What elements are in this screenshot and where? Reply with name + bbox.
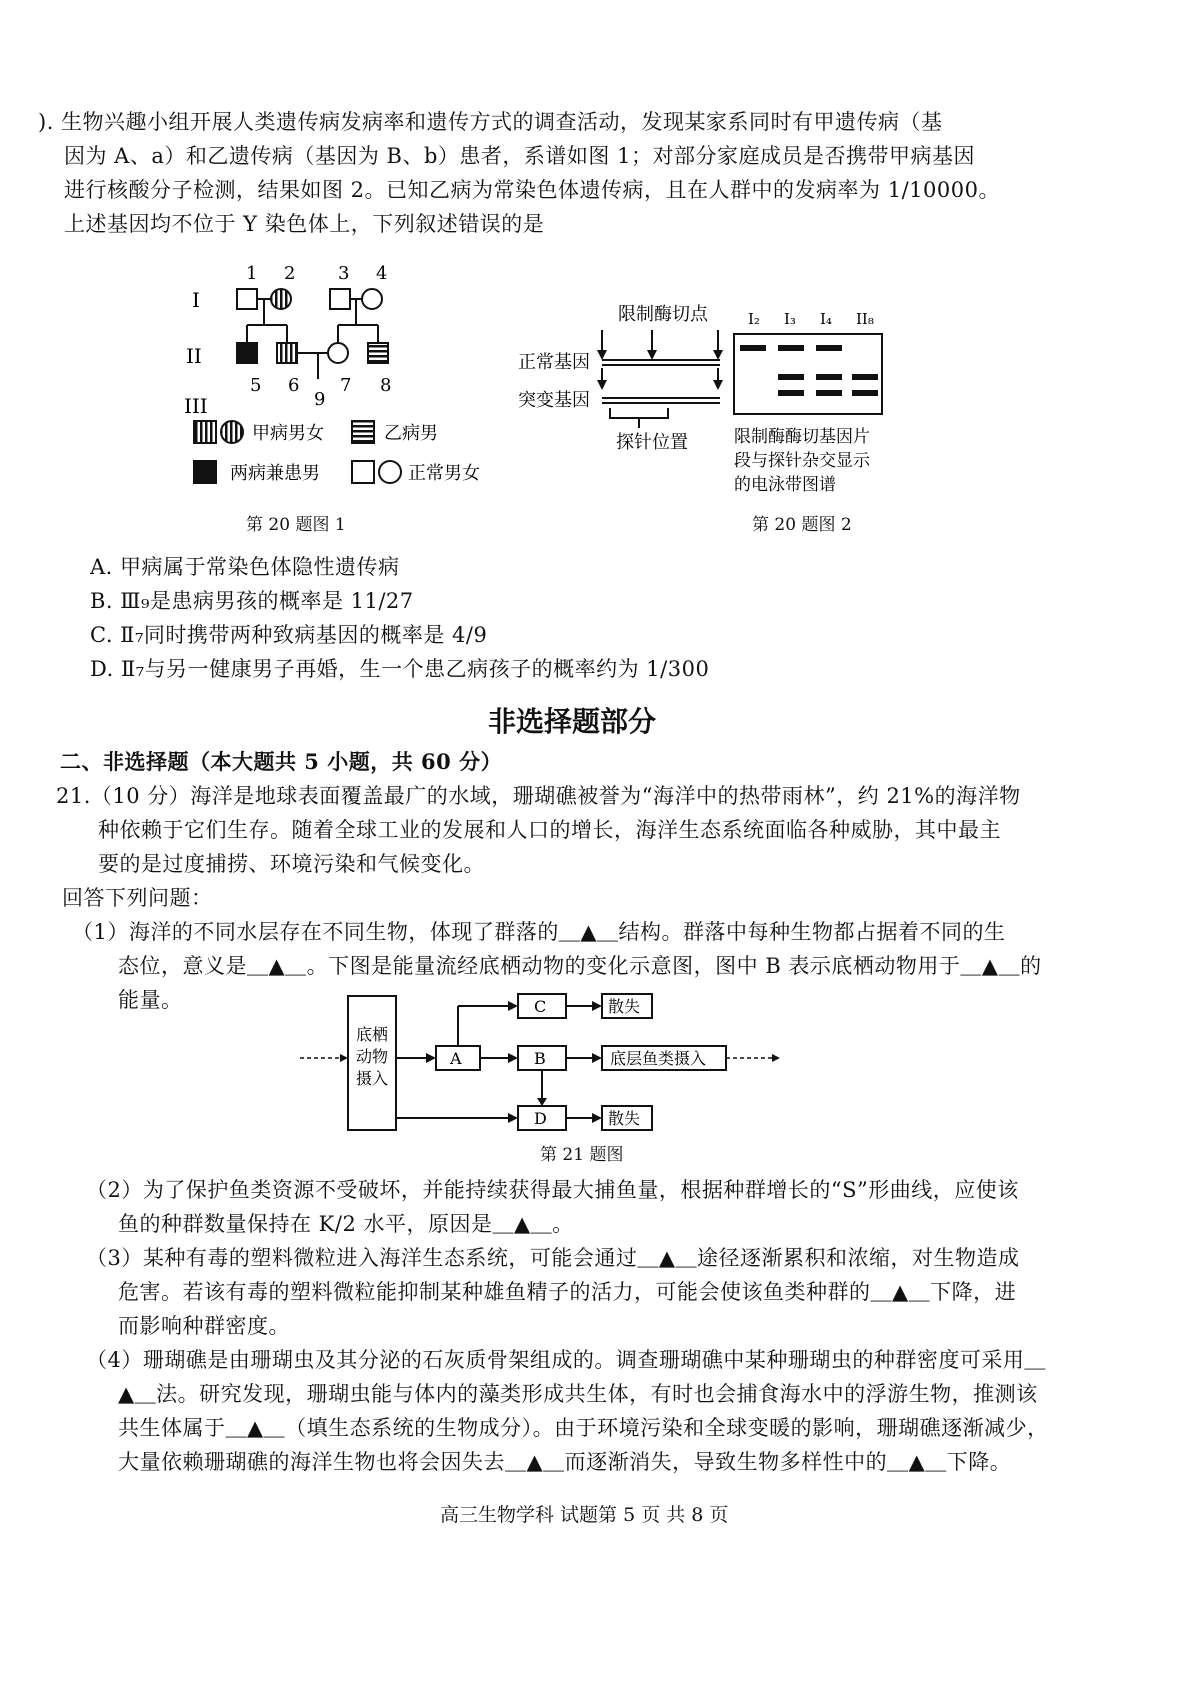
fig21-caption: 第 21 题图 <box>540 1145 624 1165</box>
energy-flow-diagram <box>300 988 800 1138</box>
label-A: A <box>450 1049 462 1068</box>
legend-normal-label: 正常男女 <box>408 463 480 484</box>
label-loss-2: 散失 <box>608 1109 641 1128</box>
intake-label-1: 底栖 <box>356 1025 389 1044</box>
q21-sub2-line-2: 鱼的种群数量保持在 K/2 水平，原因是＿▲＿。 <box>118 1212 574 1236</box>
lane-label-II8: II₈ <box>856 310 874 328</box>
q20-stem-line-1: ). 生物兴趣小组开展人类遗传病发病率和遗传方式的调查活动，发现某家系同时有甲遗传病（基 <box>38 110 943 134</box>
q21-sub1-line-2: 态位，意义是＿▲＿。下图是能量流经底栖动物的变化示意图，图中 B 表示底栖动物用于＿▲＿的 <box>118 954 1042 978</box>
gen-label-I: I <box>192 288 200 312</box>
q20-option-d: D. Ⅱ₇与另一健康男子再婚，生一个患乙病孩子的概率约为 1/300 <box>90 657 710 681</box>
q21-sub4-line-1: （4）珊瑚礁是由珊瑚虫及其分泌的石灰质骨架组成的。调查珊瑚礁中某种珊瑚虫的种群密度可采用＿ <box>86 1348 1046 1372</box>
label-D: D <box>534 1109 547 1128</box>
q20-stem-line-2: 因为 A、a）和乙遗传病（基因为 B、b）患者，系谱如图 1；对部分家庭成员是否携带甲病基因 <box>64 144 975 168</box>
q20-stem-line-3: 进行核酸分子检测，结果如图 2。已知乙病为常染色体遗传病，且在人群中的发病率为 1/10000。 <box>64 178 1000 202</box>
ind-7-normal-female <box>328 343 348 363</box>
part2-heading: 二、非选择题（本大题共 5 小题，共 60 分） <box>60 749 503 774</box>
q20-option-b: B. Ⅲ₉是患病男孩的概率是 11/27 <box>90 589 414 613</box>
fig1-caption: 第 20 题图 1 <box>246 515 346 535</box>
ind-num-8: 8 <box>380 375 392 396</box>
gen-label-III: III <box>184 394 208 418</box>
legend-both-symbol <box>194 461 216 483</box>
q21-stem-line-1: 21.（10 分）海洋是地球表面覆盖最广的水域，珊瑚礁被誉为“海洋中的热带雨林”，约 21%的海洋物 <box>56 784 1021 808</box>
mutant-gene-label: 突变基因 <box>518 390 590 411</box>
normal-gene-label: 正常基因 <box>518 352 590 373</box>
ind-num-7: 7 <box>340 375 352 396</box>
pedigree-figure <box>180 255 520 535</box>
q21-sub4-line-2: ▲＿法。研究发现，珊瑚虫能与体内的藻类形成共生体，有时也会捕食海水中的浮游生物，推测该 <box>118 1382 1038 1406</box>
band-I4-lower <box>816 374 842 380</box>
probe-label: 探针位置 <box>616 432 688 453</box>
legend-jia-label: 甲病男女 <box>252 423 324 444</box>
q21-sub1-line-1: （1）海洋的不同水层存在不同生物，体现了群落的＿▲＿结构。群落中每种生物都占据着不同的生 <box>72 920 1006 944</box>
intake-label-3: 摄入 <box>356 1069 389 1088</box>
legend-normal-female-symbol <box>379 461 401 483</box>
ind-8-yi-male <box>368 343 388 363</box>
band-I3-lower2 <box>778 390 804 396</box>
ind-num-4: 4 <box>376 263 388 284</box>
q21-answer-prompt: 回答下列问题： <box>62 886 213 910</box>
gel-desc-3: 的电泳带图谱 <box>734 475 836 495</box>
q21-sub1-line-3: 能量。 <box>118 988 183 1012</box>
band-I4-upper <box>816 345 842 351</box>
lane-label-I3: I₃ <box>784 310 796 328</box>
q21-stem-line-2: 种依赖于它们生存。随着全球工业的发展和人口的增长，海洋生态系统面临各种威胁，其中最主 <box>98 818 1001 842</box>
legend-jia-female-symbol <box>221 421 243 443</box>
q21-sub4-line-4: 大量依赖珊瑚礁的海洋生物也将会因失去＿▲＿而逐渐消失，导致生物多样性中的＿▲＿下降。 <box>118 1450 1012 1474</box>
legend-yi-symbol <box>352 421 374 443</box>
ind-num-6: 6 <box>288 375 300 396</box>
ind-1-normal-male <box>237 289 257 309</box>
q21-sub2-line-1: （2）为了保护鱼类资源不受破坏，并能持续获得最大捕鱼量，根据种群增长的“S”形曲线，应使该 <box>86 1178 1019 1202</box>
page-footer: 高三生物学科 试题第 5 页 共 8 页 <box>440 1504 729 1526</box>
gel-desc-1: 限制酶酶切基因片 <box>734 427 870 447</box>
q21-sub4-line-3: 共生体属于＿▲＿（填生态系统的生物成分）。由于环境污染和全球变暖的影响，珊瑚礁逐渐减少， <box>118 1416 1049 1440</box>
q20-option-c: C. Ⅱ₇同时携带两种致病基因的概率是 4/9 <box>90 623 488 647</box>
band-I4-lower2 <box>816 390 842 396</box>
ind-3-normal-male <box>330 289 350 309</box>
q21-stem-line-3: 要的是过度捕捞、环境污染和气候变化。 <box>98 852 485 876</box>
q20-option-a: A. 甲病属于常染色体隐性遗传病 <box>90 555 400 579</box>
ind-6-jia-male <box>277 343 297 363</box>
legend-yi-label: 乙病男 <box>384 423 438 444</box>
q21-sub3-line-3: 而影响种群密度。 <box>118 1314 290 1338</box>
label-B: B <box>534 1049 546 1068</box>
ind-5-both-male <box>237 343 257 363</box>
section-title: 非选择题部分 <box>488 705 657 738</box>
ind-4-normal-female <box>362 289 382 309</box>
ind-num-3: 3 <box>338 263 350 284</box>
label-fish: 底层鱼类摄入 <box>610 1049 707 1068</box>
lane-label-I4: I₄ <box>820 310 832 328</box>
fig2-caption: 第 20 题图 2 <box>752 515 852 535</box>
band-II8-lower2 <box>852 390 878 396</box>
ind-2-jia-female <box>271 289 291 309</box>
q20-stem-line-4: 上述基因均不位于 Y 染色体上，下列叙述错误的是 <box>64 212 545 236</box>
legend-normal-male-symbol <box>352 461 374 483</box>
legend-jia-male-symbol <box>194 421 216 443</box>
band-II8-lower <box>852 374 878 380</box>
ind-num-5: 5 <box>250 375 262 396</box>
lane-label-I2: I₂ <box>748 310 760 328</box>
label-C: C <box>534 997 547 1016</box>
ind-num-9: 9 <box>314 389 326 410</box>
intake-label-2: 动物 <box>356 1047 389 1066</box>
legend-both-label: 两病兼患男 <box>230 463 320 484</box>
ind-num-2: 2 <box>284 263 296 284</box>
label-loss-1: 散失 <box>608 997 641 1016</box>
ind-num-1: 1 <box>246 263 258 284</box>
band-I2-upper <box>740 345 766 351</box>
q21-sub3-line-2: 危害。若该有毒的塑料微粒能抑制某种雄鱼精子的活力，可能会使该鱼类种群的＿▲＿下降，进 <box>118 1280 1017 1304</box>
gen-label-II: II <box>186 344 202 368</box>
band-I3-lower <box>778 374 804 380</box>
q21-sub3-line-1: （3）某种有毒的塑料微粒进入海洋生态系统，可能会通过＿▲＿途径逐渐累积和浓缩，对生物造成 <box>86 1246 1020 1270</box>
electrophoresis-figure <box>518 290 940 505</box>
cut-site-label: 限制酶切点 <box>618 304 708 325</box>
gel-desc-2: 段与探针杂交显示 <box>734 451 870 471</box>
band-I3-upper <box>778 345 804 351</box>
